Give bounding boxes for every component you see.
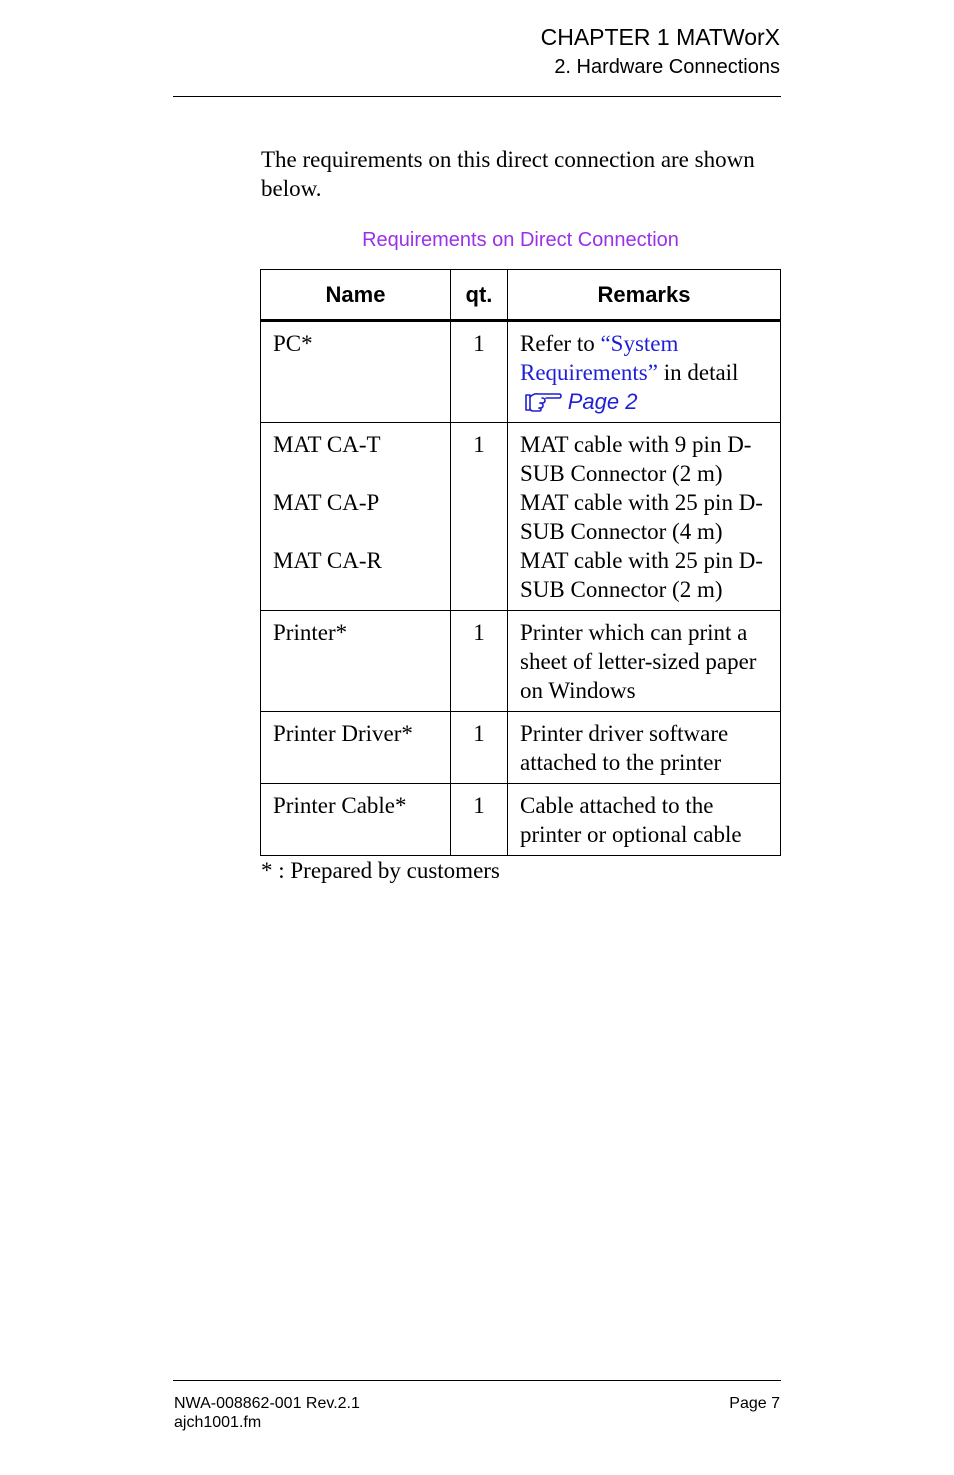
- system-requirements-link[interactable]: “System Requirements”: [520, 331, 679, 385]
- table-caption: Requirements on Direct Connection: [362, 229, 679, 251]
- chapter-title: CHAPTER 1 MATWorX: [540, 24, 780, 50]
- page-number: Page 7: [729, 1395, 780, 1412]
- cell-remarks: [508, 423, 781, 611]
- cell-remarks: Printer which can print a sheet of letter-sized paper on Windows: [508, 611, 781, 712]
- cell-remarks: Printer driver software attached to the printer: [508, 712, 781, 784]
- intro-paragraph: The requirements on this direct connection are shown below.: [261, 147, 755, 201]
- header-qt: qt.: [451, 270, 508, 321]
- cell-qt: 1: [451, 423, 508, 611]
- requirements-table: [260, 269, 781, 856]
- pointing-hand-icon: [524, 390, 562, 412]
- footnote: * : Prepared by customers: [261, 858, 500, 883]
- cell-name: Printer*: [261, 611, 451, 712]
- header-divider: [173, 96, 781, 97]
- cell-qt: 1: [451, 712, 508, 784]
- name-mat-ca-t: MAT CA-T: [273, 432, 381, 457]
- cell-qt: 1: [451, 321, 508, 423]
- name-mat-ca-p: MAT CA-P: [273, 490, 380, 515]
- cell-qt: 1: [451, 611, 508, 712]
- cell-remarks: [508, 321, 781, 423]
- cell-name: Printer Cable*: [261, 784, 451, 856]
- remark-mat-ca-r: MAT cable with 25 pin D-SUB Connector (2 m): [520, 548, 763, 602]
- page-reference-link[interactable]: Page 2: [567, 389, 638, 414]
- file-name: ajch1001.fm: [174, 1414, 262, 1431]
- cell-remarks: Cable attached to the printer or optional cable: [508, 784, 781, 856]
- header-name: Name: [261, 270, 451, 321]
- remark-mat-ca-p: MAT cable with 25 pin D-SUB Connector (4 m): [520, 490, 763, 544]
- cell-name: Printer Driver*: [261, 712, 451, 784]
- cell-name: PC*: [261, 321, 451, 423]
- remark-mat-ca-t: MAT cable with 9 pin D-SUB Connector (2 m): [520, 432, 752, 486]
- cell-qt: 1: [451, 784, 508, 856]
- remark-text: in detail: [657, 360, 739, 385]
- remark-text: Refer to: [520, 331, 601, 356]
- header-remarks: Remarks: [508, 270, 781, 321]
- table-row: [261, 611, 781, 712]
- table-row: [261, 712, 781, 784]
- document-id: NWA-008862-001 Rev.2.1: [174, 1395, 360, 1412]
- cell-name: [261, 423, 451, 611]
- table-header-row: [261, 270, 781, 321]
- footer-divider: [173, 1380, 781, 1381]
- table-row: [261, 423, 781, 611]
- table-row: [261, 321, 781, 423]
- name-mat-ca-r: MAT CA-R: [273, 548, 382, 573]
- table-row: [261, 784, 781, 856]
- section-title: 2. Hardware Connections: [554, 56, 780, 78]
